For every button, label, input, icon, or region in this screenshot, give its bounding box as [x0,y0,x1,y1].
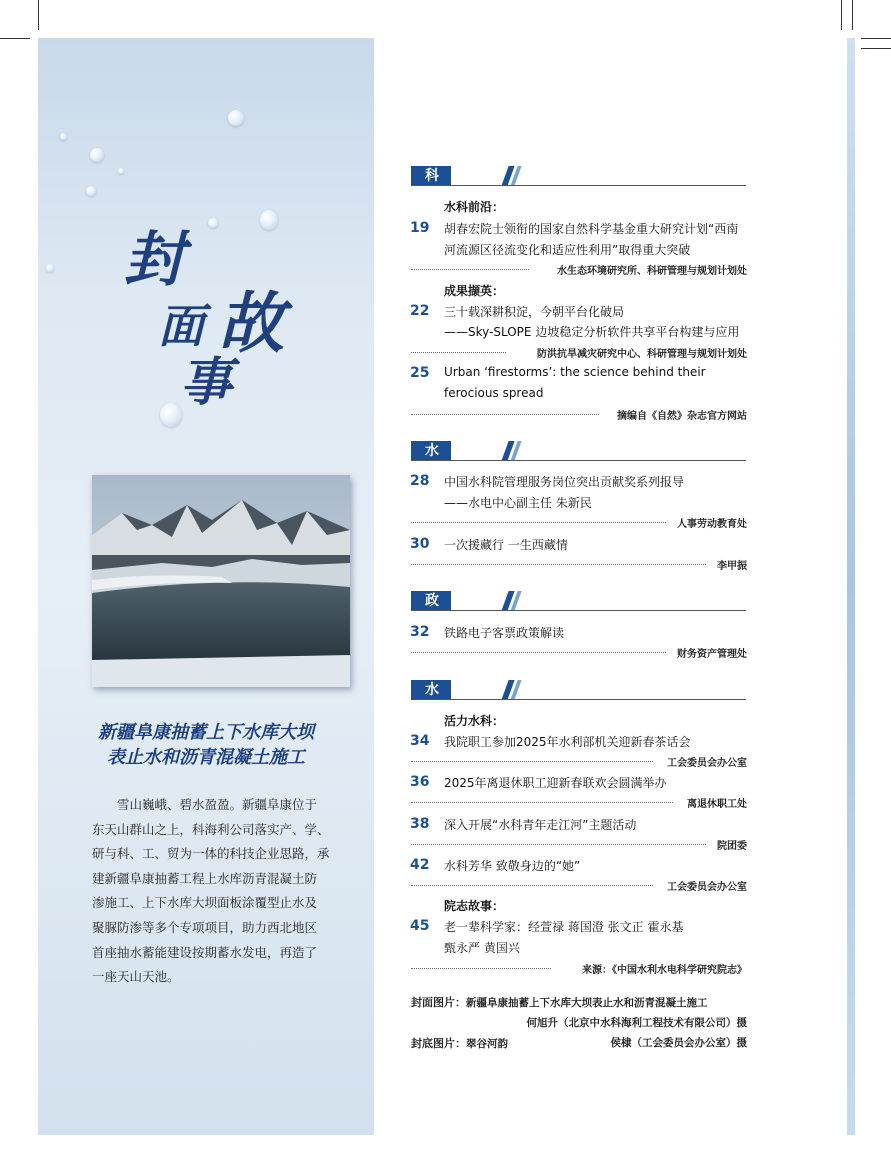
toc-entry-source: 来源：《中国水利水电科学研究院志》 [582,965,747,976]
toc-entry-source: 防洪抗旱减灾研究中心、科研管理与规划计划处 [537,349,747,360]
section-title: 水科文化 [411,680,451,700]
toc-entry-title[interactable]: 中国水科院管理服务岗位突出贡献奖系列报导 [444,475,685,489]
toc-entry-title[interactable]: 2025年离退休职工迎新春联欢会圆满举办 [444,776,667,790]
page-number: 30 [410,536,430,552]
page-number: 32 [410,624,430,640]
page-number: 22 [410,303,430,319]
crop-mark [841,0,842,30]
body-line: 渗施工、上下水库大坝面板涂覆型止水及 [92,895,318,911]
page-number: 28 [410,473,430,489]
section-title: 政策解读 [411,591,451,611]
leader-dots [411,564,706,566]
back-photo-credit [411,1035,508,1051]
water-drop-decoration [160,403,182,427]
water-drop-decoration [118,168,124,174]
toc-entry-title[interactable]: ——水电中心副主任 朱新民 [444,496,592,510]
crop-mark [38,0,39,30]
subsection-label: 活力水科： [444,714,505,728]
section-rule [411,699,746,700]
water-drop-decoration [208,218,218,228]
page-number: 19 [410,220,430,236]
water-drop-decoration [86,186,96,196]
toc-entry-source: 李甲振 [717,561,747,572]
body-line: 首座抽水蓄能建设按期蓄水发电，再造了 [92,944,318,960]
subsection-label: 院志故事： [444,899,505,913]
leader-dots [411,844,706,846]
section-rule [411,460,746,461]
section-title: 科研荟萃 [411,166,451,186]
leader-dots [411,968,551,970]
toc-entry-title[interactable]: ferocious spread [444,386,544,400]
credit-label: 封面图片： [411,996,466,1009]
water-drop-decoration [228,110,244,126]
crop-mark [861,38,891,39]
leader-dots [411,414,599,416]
page-number: 36 [410,774,430,790]
crop-mark [852,0,853,30]
body-line: 一座天山天池。 [92,969,180,985]
leader-dots [411,652,666,654]
toc-entry-source: 人事劳动教育处 [677,519,747,530]
cover-caption-line: 表止水和沥青混凝土施工 [107,747,305,768]
back-photo-author: 侯棣（工会委员会办公室）摄 [610,1037,747,1049]
cover-photo-credit [411,994,708,1010]
leader-dots [411,885,653,887]
section-rule [411,185,746,186]
toc-entry-title[interactable]: ——Sky-SLOPE 边坡稳定分析软件共享平台构建与应用 [444,325,740,339]
subsection-label: 成果撷英： [444,284,505,298]
body-line: 雪山巍峨、碧水盈盈。新疆阜康位于 [117,797,318,812]
leader-dots [411,761,653,763]
toc-entry-title[interactable]: 甄永严 黄国兴 [444,941,520,955]
toc-entry-title[interactable]: 河流源区径流变化和适应性利用”取得重大突破 [444,243,691,257]
toc-entry-source: 工会委员会办公室 [667,758,747,769]
page-number: 38 [410,816,430,832]
page-number: 45 [410,918,430,934]
leader-dots [411,802,673,804]
water-drop-decoration [260,210,278,230]
credit-label: 封底图片： [411,1037,466,1050]
toc-entry-title[interactable]: 水科芳华 致敬身边的“她” [444,859,581,873]
page-number: 25 [410,365,430,381]
toc-entry-title[interactable]: 深入开展“水科青年走江河”主题活动 [444,818,637,832]
leader-dots [411,522,666,524]
toc-entry-title[interactable]: 铁路电子客票政策解读 [444,626,565,640]
reservoir-photo [92,475,350,687]
page-number: 42 [410,857,430,873]
body-line: 东天山群山之上，科海利公司落实产、学、 [92,821,330,837]
cover-caption-line: 新疆阜康抽蓄上下水库大坝 [98,722,314,743]
body-line: 聚脲防渗等多个专项项目，助力西北地区 [92,919,318,935]
subsection-label: 水科前沿： [444,200,505,214]
toc-entry-source: 工会委员会办公室 [667,882,747,893]
cover-heading-char: 故 [218,284,284,362]
cover-photo-author: 何旭升（北京中水科海利工程技术有限公司）摄 [526,1017,747,1029]
cover-photo-frame [92,475,350,687]
cover-story-body [92,793,350,990]
toc-entry-source: 院团委 [717,841,747,852]
credit-text: 新疆阜康抽蓄上下水库大坝表止水和沥青混凝土施工 [466,997,708,1009]
water-drop-decoration [46,264,54,272]
toc-entry-title[interactable]: 我院职工参加2025年水利部机关迎新春茶话会 [444,735,691,749]
cover-heading-char: 事 [180,352,233,413]
section-title: 水科人才 [411,441,451,461]
cover-heading-char: 面 [158,299,204,353]
toc-entry-title[interactable]: 老一辈科学家：经萱禄 蒋国澄 张文正 霍永基 [444,920,684,934]
water-drop-decoration [60,133,67,140]
toc-entry-source: 离退休职工处 [687,799,747,810]
crop-mark [861,48,891,49]
cover-heading-char: 封 [124,225,184,295]
section-rule [411,610,746,611]
page-number: 34 [410,733,430,749]
edge-color-strip [847,38,855,1135]
leader-dots [411,269,529,271]
body-line: 研与科、工、贸为一体的科技企业思路，承 [92,846,330,862]
toc-entry-title[interactable]: 一次援藏行 一生西藏情 [444,538,568,552]
toc-entry-source: 摘编自《自然》杂志官方网站 [617,411,747,422]
toc-entry-title[interactable]: 胡春宏院士领衔的国家自然科学基金重大研究计划“西南 [444,222,739,236]
water-drop-decoration [90,148,104,162]
credit-text: 翠谷河韵 [466,1038,508,1050]
body-line: 建新疆阜康抽蓄工程上水库沥青混凝土防 [92,870,318,886]
crop-mark [0,38,30,39]
toc-entry-title[interactable]: Urban ‘firestorms’: the science behind their [444,365,706,379]
toc-entry-source: 水生态环境研究所、科研管理与规划计划处 [557,266,747,277]
leader-dots [411,352,506,354]
toc-entry-source: 财务资产管理处 [677,649,747,660]
toc-entry-title[interactable]: 三十载深耕积淀，今朝平台化破局 [444,305,625,319]
